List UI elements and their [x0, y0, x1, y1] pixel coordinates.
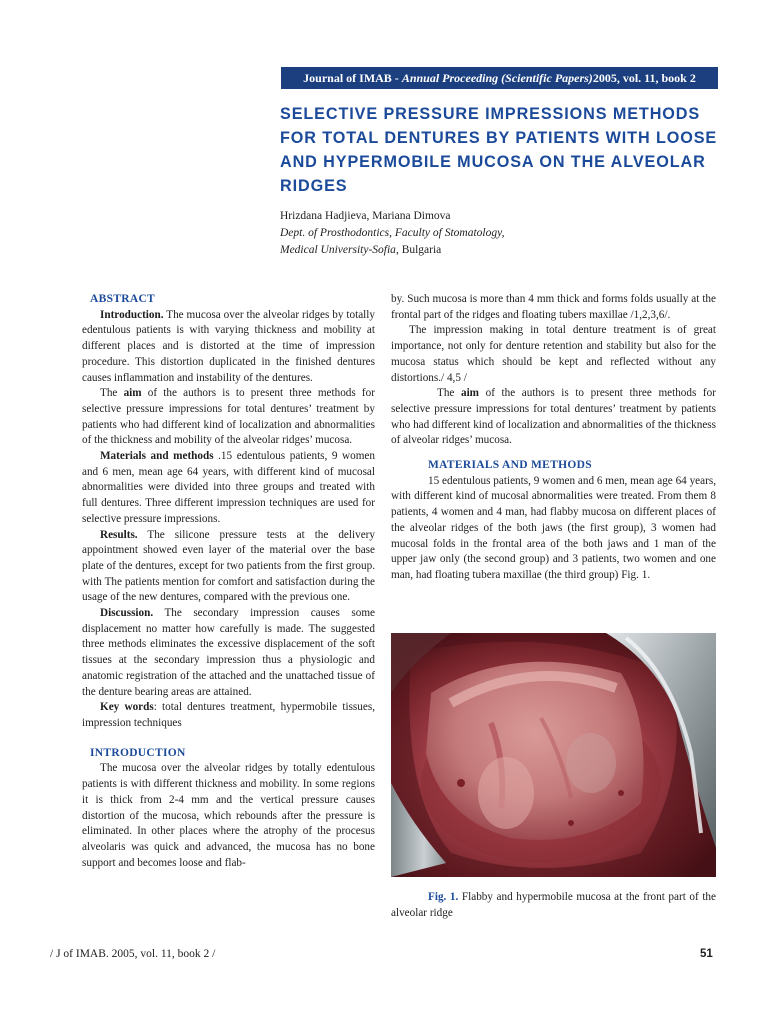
intro-aim-pre: The [437, 387, 461, 400]
title-line: SELECTIVE PRESSURE IMPRESSIONS METHODS [280, 105, 701, 123]
introduction-heading: INTRODUCTION [90, 746, 186, 759]
abstract-discussion-label: Discussion. [100, 607, 154, 620]
abstract-heading: ABSTRACT [90, 293, 156, 305]
figure-caption-text: Flabby and hypermobile mucosa at the front part of the alveolar ridge [391, 891, 716, 919]
abstract-aim-label: aim [123, 387, 142, 400]
affiliation-country: , Bulgaria [395, 244, 442, 256]
introduction-text: The mucosa over the alveolar ridges by totally edentulous patients is with different thickness and mobility. In some regions it is thick from 2-4 mm and the vertical pressure causes distortion of the mucosa, which rebounds after the pressure is eliminated. In other places where the atrophy of the procesus alveolaris was quick and advanced, the mucosa has no bone support and becomes loose and flab- [82, 762, 375, 869]
journal-header-italic: Annual Proceeding (Scientific Papers) [401, 70, 593, 85]
abstract-aim-text: of the authors is to present three methods for selective pressure impressions for total dentures’ treatment by patients who had different kind of localization and abnormalities of the thickness and mobility of the alveolar ridges’ mucosa. [82, 387, 375, 447]
journal-header-prefix: Journal of IMAB - [303, 70, 399, 85]
title-line: AND HYPERMOBILE MUCOSA ON THE ALVEOLAR [280, 153, 706, 171]
abstract-results [82, 528, 375, 607]
abstract-results-label: Results. [100, 528, 138, 541]
abstract-discussion [82, 606, 375, 700]
introduction-paragraph: The impression making in total denture treatment is of great importance, not only for denture retention and stability but also for the mucosa status which should be kept and reflected without any distortions./ 4,5 / [391, 324, 716, 384]
title-line: FOR TOTAL DENTURES BY PATIENTS WITH LOOSE [280, 129, 718, 147]
affiliation-line [280, 242, 720, 259]
abstract-mm-label: Materials and methods [100, 450, 214, 463]
figure-label: Fig. 1. [428, 891, 459, 903]
abstract-aim-pre: The [100, 387, 124, 400]
abstract-mm-text: .15 edentulous patients, 9 women and 6 men, mean age 64 years, with different kind of mucosal abnormalities were divided into three groups and treated with full dentures. Three different impression techniques are used for selective pressure impressions. [82, 450, 375, 525]
title-line: RIDGES [280, 177, 348, 195]
abstract-discussion-text: The secondary impression causes some displacement no matter how carefully is made. The suggested three methods eliminates the excessive displacement of the soft tissues at the secondary impression thus a physiologic and anatomic registration of the attached and the unattached tissue of the denture bearing areas are attained. [82, 607, 375, 698]
introduction-continuation: by. Such mucosa is more than 4 mm thick and forms folds usually at the frontal part of the ridges and floating tubers maxillae /1,2,3,6/. [391, 293, 716, 321]
intro-aim-text: of the authors is to present three methods for selective pressure impressions for total dentures’ treatment by patients who had different kind of localization and abnormalities of the thickness of alveolar ridges’ mucosa. [391, 387, 716, 447]
journal-header-bar [281, 67, 718, 89]
abstract-keywords-text: : total dentures treatment, hypermobile tissues, impression techniques [82, 701, 375, 729]
author-names: Hrizdana Hadjieva, Mariana Dimova [280, 210, 451, 222]
affiliation-line: Dept. of Prosthodontics, Faculty of Stomatology, [280, 227, 505, 239]
page-number: 51 [700, 948, 713, 960]
materials-text: 15 edentulous patients, 9 women and 6 men, mean age 64 years, with different kind of mucosal abnormalities were treated. From them 8 patients, 4 women and 4 man, had flabby mucosa on different places of the alveolar ridges of the both jaws (the first group), 3 women had mucosal folds in the frontal area of the both jaws and 1 man of the upper jaw only (the second group) and 3 patients, two women and one man, had floating tubera maxillae (the third group) Fig. 1. [391, 474, 716, 581]
abstract-keywords [82, 700, 375, 731]
intro-aim-label: aim [460, 387, 480, 400]
abstract-keywords-label: Key words [100, 701, 154, 714]
abstract-intro-text: The mucosa over the alveolar ridges by totally edentulous patients is with varying thickness and mobility at different places and is distorted at the time of impression procedure. This distortion duplicated in the finished dentures causes inflammation and instability of the dentures. [82, 308, 375, 384]
article-title [280, 102, 730, 198]
left-column [82, 292, 375, 871]
oral-cavity-photo [391, 633, 716, 877]
figure-1-caption [391, 889, 716, 921]
journal-header-suffix: 2005, vol. 11, book 2 [592, 70, 696, 85]
abstract-results-text: The silicone pressure tests at the delivery appointment showed even layer of the material over the base plate of the dentures, except for two patients from the first group. with The patients mention for comfort and satisfaction during the usage of the new dentures, compared with the previous one. [82, 528, 375, 604]
figure-1-photo [391, 633, 716, 877]
abstract-materials [82, 449, 375, 528]
materials-heading: MATERIALS AND METHODS [428, 459, 592, 472]
abstract-aim [82, 386, 375, 449]
affiliation-university: Medical University-Sofia [280, 244, 396, 256]
footer-citation: / J of IMAB. 2005, vol. 11, book 2 / [50, 948, 216, 960]
abstract-introduction [82, 308, 375, 387]
right-column [391, 292, 716, 584]
abstract-intro-label: Introduction. [100, 308, 164, 321]
introduction-aim [391, 386, 716, 449]
author-block [280, 208, 720, 259]
